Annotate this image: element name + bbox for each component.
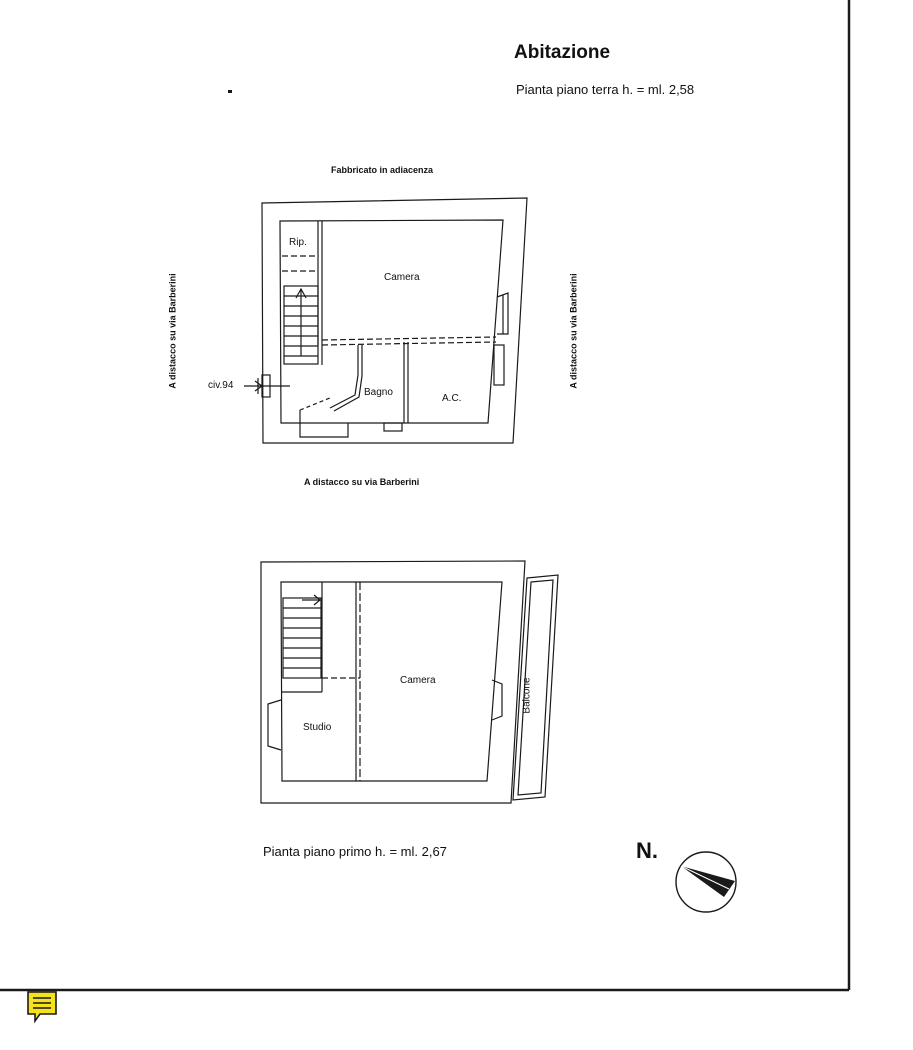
ground-top-label: Fabbricato in adiacenza xyxy=(331,165,434,175)
north-label: N. xyxy=(636,838,658,863)
first-stair xyxy=(283,595,321,678)
entrance-label: civ.94 xyxy=(208,380,234,391)
room-label-balcony: Balcone xyxy=(521,677,533,714)
room-label-bathroom: Bagno xyxy=(364,387,393,398)
stray-mark xyxy=(228,90,232,93)
ground-outer-wall xyxy=(262,198,527,443)
ground-left-label: A distacco su via Barberini xyxy=(167,273,178,389)
room-label-ground-bedroom: Camera xyxy=(384,272,420,283)
ground-floor-plan xyxy=(244,198,527,443)
first-outer-wall xyxy=(261,561,525,803)
page-title: Abitazione xyxy=(514,42,611,63)
room-label-study: Studio xyxy=(303,722,332,733)
room-label-first-bedroom: Camera xyxy=(400,675,436,686)
ground-right-label: A distacco su via Barberini xyxy=(568,273,579,389)
compass-arrow-icon xyxy=(676,852,736,912)
ground-entrance xyxy=(244,375,290,397)
note-icon[interactable] xyxy=(26,990,58,1024)
room-label-storage: Rip. xyxy=(289,237,307,248)
first-inner-wall xyxy=(281,582,502,781)
first-floor-caption: Pianta piano primo h. = ml. 2,67 xyxy=(263,844,447,859)
ground-floor-caption: Pianta piano terra h. = ml. 2,58 xyxy=(516,82,695,97)
ground-stair xyxy=(284,286,318,364)
room-label-ac: A.C. xyxy=(442,393,462,404)
ground-bottom-label: A distacco su via Barberini xyxy=(304,477,420,487)
balcony xyxy=(513,575,558,800)
